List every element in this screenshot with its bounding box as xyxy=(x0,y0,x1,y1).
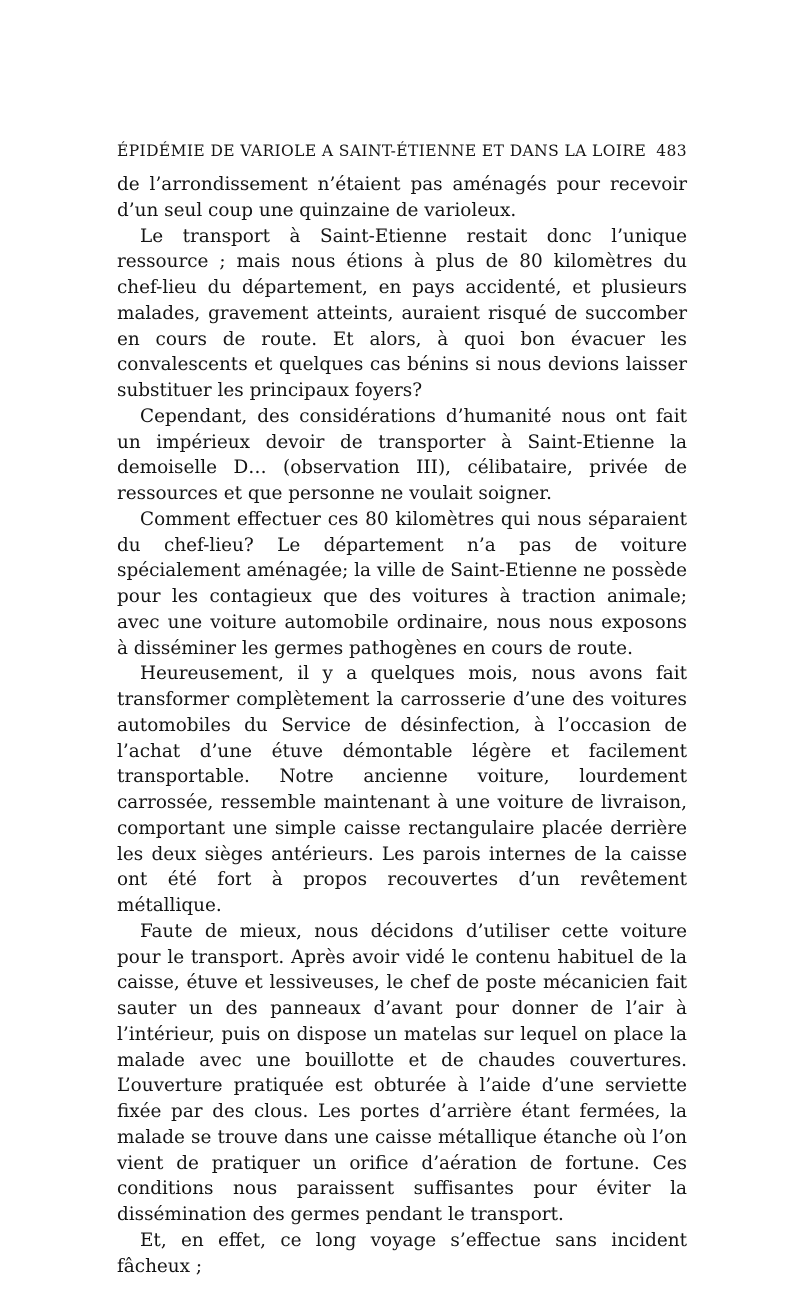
body-text xyxy=(117,172,687,1279)
running-head xyxy=(117,142,687,172)
paragraph-continuation: de l’arrondissement n’étaient pas aménagés pour recevoir d’un seul coup une quinzaine de varioleux. xyxy=(117,174,687,221)
page-number: 483 xyxy=(656,142,687,160)
book-page xyxy=(117,142,687,1279)
running-title: ÉPIDÉMIE DE VARIOLE A SAINT-ÉTIENNE ET DANS LA LOIRE xyxy=(117,142,647,160)
paragraph-procedure: Faute de mieux, nous décidons d’utiliser cette voiture pour le transport. Après avoir vidé le contenu habituel de la caisse, étuve et lessiveuses, le chef de poste mécanicien fait sauter un des panneaux d’avant pour donner de l’air à l’intérieur, puis on dispose un matelas sur lequel on place la malade avec une bouillotte et de chaudes couvertures. L’ouverture pratiquée est obturée à l’aide d’une serviette fixée par des clous. Les portes d’arrière étant fermées, la malade se trouve dans une caisse métallique étanche où l’on vient de pratiquer un orifice d’aération de fortune. Ces conditions nous paraissent suffisantes pour éviter la dissémination des germes pendant le transport. xyxy=(117,920,687,1225)
paragraph-humanity: Cependant, des considérations d’humanité nous ont fait un impérieux devoir de transporter à Saint-Etienne la demoiselle D… (observation III), célibataire, privée de ressources et que personne ne voulait soigner. xyxy=(117,405,687,504)
paragraph-outcome: Et, en effet, ce long voyage s’effectue sans incident fâcheux ; xyxy=(117,1229,687,1277)
paragraph-how-to-transport: Comment effectuer ces 80 kilomètres qui nous séparaient du chef-lieu? Le département n’a pas de voiture spécialement aménagée; la ville de Saint-Etienne ne possède pour les contagieux que des voitures à traction animale; avec une voiture automobile ordinaire, nous nous exposons à disséminer les germes pathogènes en cours de route. xyxy=(117,508,687,659)
paragraph-vehicle-transformation: Heureusement, il y a quelques mois, nous avons fait transformer complètement la carrosserie d’une des voitures automobiles du Service de désinfection, à l’occasion de l’achat d’une étuve démontable légère et facilement transportable. Notre ancienne voiture, lourdement carrossée, ressemble maintenant à une voiture de livraison, comportant une simple caisse rectangulaire placée derrière les deux sièges antérieurs. Les parois internes de la caisse ont été fort à propos recouvertes d’un revêtement métallique. xyxy=(117,663,687,916)
paragraph-transport: Le transport à Saint-Etienne restait donc l’unique ressource ; mais nous étions à plus de 80 kilomètres du chef-lieu du département, en pays accidenté, et plusieurs malades, gravement atteints, auraient risqué de succomber en cours de route. Et alors, à quoi bon évacuer les convalescents et quelques cas bénins si nous devions laisser substituer les principaux foyers? xyxy=(117,225,687,401)
